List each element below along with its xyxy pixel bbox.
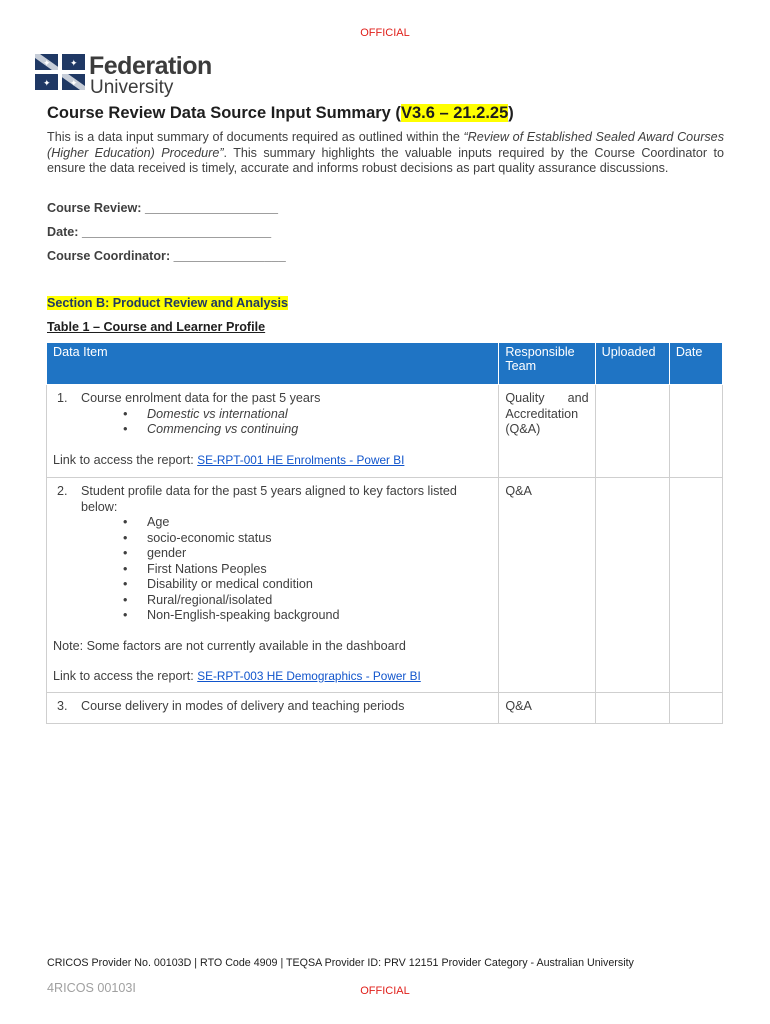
data-source-table: [46, 342, 723, 724]
version-label: V3.6 – 21.2.25: [400, 104, 509, 122]
data-item-cell: 1. Course enrolment data for the past 5 years • Domestic vs international • Commencing vs continuing Link to access the report: SE-RPT-001 HE Enrolments - Power BI: [47, 385, 499, 478]
course-review-field: Course Review: ___________________: [47, 201, 279, 215]
data-item-cell: 2. Student profile data for the past 5 years aligned to key factors listed below: • Age • socio-economic status • gender • First Nations Peoples • Disability or medical condition • Rural/regional/isolated • Non-English-speaking background Note: Some factors are not currently available in the dashboard Link to access the report: SE-RPT-003 HE Demographics - Power BI: [47, 478, 499, 693]
header-date: Date: [669, 343, 722, 385]
header-responsible-team: Responsible Team: [499, 343, 595, 385]
date-cell[interactable]: [669, 385, 722, 478]
date-field: Date: ___________________________: [47, 225, 272, 239]
uploaded-cell[interactable]: [595, 693, 669, 724]
header-data-item: Data Item: [47, 343, 499, 385]
table-row: [47, 478, 723, 693]
footer-page-code: 4RICOS 00103I: [47, 981, 136, 995]
official-classification-top: OFFICIAL: [360, 27, 410, 39]
table-header-row: [47, 343, 723, 385]
uploaded-cell[interactable]: [595, 478, 669, 693]
footer-cricos: CRICOS Provider No. 00103D | RTO Code 4909 | TEQSA Provider ID: PRV 12151 Provider Category - Australian University: [47, 957, 634, 969]
section-heading: Section B: Product Review and Analysis: [47, 296, 288, 310]
enrolments-report-link[interactable]: SE-RPT-001 HE Enrolments - Power BI: [197, 452, 405, 467]
date-cell[interactable]: [669, 693, 722, 724]
note-text: Note: Some factors are not currently available in the dashboard: [53, 638, 406, 653]
team-cell: Quality and Accreditation (Q&A): [499, 385, 595, 478]
logo-wordmark-line2: University: [90, 77, 174, 98]
uploaded-cell[interactable]: [595, 385, 669, 478]
team-cell: Q&A: [499, 478, 595, 693]
intro-paragraph: This is a data input summary of documents required as outlined within the “Review of Established Sealed Award Courses (Higher Education) Procedure”. This summary highlights the valuable inputs required by the Course Coordinator to ensure the data received is timely, accurate and informs robust decisions as part quality assurance discussions.: [47, 130, 725, 175]
logo-wordmark-line1: Federation: [89, 52, 212, 80]
table-row: [47, 693, 723, 724]
svg-text:✦: ✦: [70, 59, 78, 69]
data-item-cell: 3. Course delivery in modes of delivery and teaching periods: [47, 693, 499, 724]
demographics-report-link[interactable]: SE-RPT-003 HE Demographics - Power BI: [197, 669, 421, 683]
federation-university-logo: [35, 52, 225, 98]
table-row: [47, 385, 723, 478]
date-cell[interactable]: [669, 478, 722, 693]
svg-text:✦: ✦: [70, 79, 78, 89]
header-uploaded: Uploaded: [595, 343, 669, 385]
logo-mark-icon: [35, 54, 85, 90]
svg-text:✦: ✦: [43, 59, 51, 69]
course-coordinator-field: Course Coordinator: ________________: [47, 249, 286, 263]
team-cell: Q&A: [499, 693, 595, 724]
document-title: Course Review Data Source Input Summary (V3.6 – 21.2.25): [47, 104, 514, 122]
svg-text:✦: ✦: [43, 79, 51, 89]
official-classification-bottom: OFFICIAL: [360, 985, 410, 997]
table-title: Table 1 – Course and Learner Profile: [47, 320, 266, 334]
